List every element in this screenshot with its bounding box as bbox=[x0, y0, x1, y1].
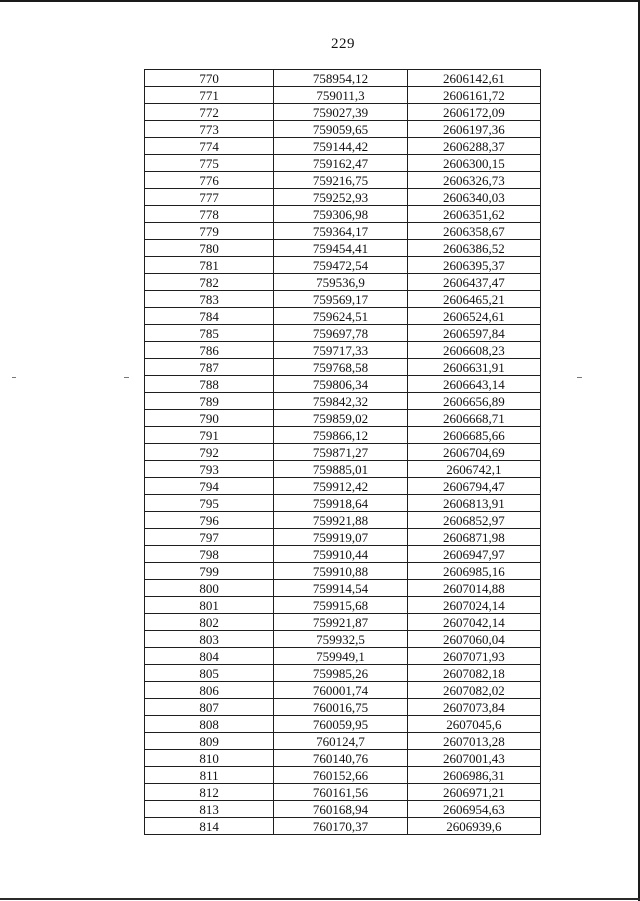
point-number-cell: 812 bbox=[145, 784, 274, 801]
x-coordinate-cell: 759364,17 bbox=[274, 223, 407, 240]
point-number-cell: 806 bbox=[145, 682, 274, 699]
coordinates-table bbox=[144, 69, 541, 835]
page-number: 229 bbox=[331, 36, 355, 52]
point-number-cell: 814 bbox=[145, 818, 274, 835]
point-number-cell: 810 bbox=[145, 750, 274, 767]
x-coordinate-cell: 759454,41 bbox=[274, 240, 407, 257]
table-row bbox=[145, 325, 541, 342]
x-coordinate-cell: 759624,51 bbox=[274, 308, 407, 325]
point-number-cell: 772 bbox=[145, 104, 274, 121]
y-coordinate-cell: 2607024,14 bbox=[407, 597, 540, 614]
point-number-cell: 796 bbox=[145, 512, 274, 529]
table-row bbox=[145, 461, 541, 478]
x-coordinate-cell: 759859,02 bbox=[274, 410, 407, 427]
y-coordinate-cell: 2606288,37 bbox=[407, 138, 540, 155]
point-number-cell: 776 bbox=[145, 172, 274, 189]
y-coordinate-cell: 2606358,67 bbox=[407, 223, 540, 240]
page-bottom-edge bbox=[0, 898, 640, 900]
table-row bbox=[145, 427, 541, 444]
y-coordinate-cell: 2606597,84 bbox=[407, 325, 540, 342]
point-number-cell: 794 bbox=[145, 478, 274, 495]
x-coordinate-cell: 759866,12 bbox=[274, 427, 407, 444]
table-row bbox=[145, 631, 541, 648]
x-coordinate-cell: 760059,95 bbox=[274, 716, 407, 733]
table-row bbox=[145, 121, 541, 138]
page-top-edge bbox=[0, 0, 640, 2]
point-number-cell: 811 bbox=[145, 767, 274, 784]
point-number-cell: 778 bbox=[145, 206, 274, 223]
scan-speck-left bbox=[12, 377, 16, 378]
y-coordinate-cell: 2607013,28 bbox=[407, 733, 540, 750]
x-coordinate-cell: 759717,33 bbox=[274, 342, 407, 359]
x-coordinate-cell: 759915,68 bbox=[274, 597, 407, 614]
y-coordinate-cell: 2606300,15 bbox=[407, 155, 540, 172]
y-coordinate-cell: 2606852,97 bbox=[407, 512, 540, 529]
point-number-cell: 803 bbox=[145, 631, 274, 648]
table-row bbox=[145, 784, 541, 801]
table-row bbox=[145, 563, 541, 580]
point-number-cell: 793 bbox=[145, 461, 274, 478]
point-number-cell: 795 bbox=[145, 495, 274, 512]
x-coordinate-cell: 759914,54 bbox=[274, 580, 407, 597]
point-number-cell: 800 bbox=[145, 580, 274, 597]
x-coordinate-cell: 759059,65 bbox=[274, 121, 407, 138]
x-coordinate-cell: 760124,7 bbox=[274, 733, 407, 750]
y-coordinate-cell: 2606386,52 bbox=[407, 240, 540, 257]
y-coordinate-cell: 2606643,14 bbox=[407, 376, 540, 393]
x-coordinate-cell: 759912,42 bbox=[274, 478, 407, 495]
x-coordinate-cell: 759011,3 bbox=[274, 87, 407, 104]
point-number-cell: 777 bbox=[145, 189, 274, 206]
x-coordinate-cell: 759536,9 bbox=[274, 274, 407, 291]
x-coordinate-cell: 759918,64 bbox=[274, 495, 407, 512]
y-coordinate-cell: 2606947,97 bbox=[407, 546, 540, 563]
x-coordinate-cell: 759306,98 bbox=[274, 206, 407, 223]
table-row bbox=[145, 665, 541, 682]
point-number-cell: 807 bbox=[145, 699, 274, 716]
table-row bbox=[145, 359, 541, 376]
x-coordinate-cell: 760168,94 bbox=[274, 801, 407, 818]
point-number-cell: 789 bbox=[145, 393, 274, 410]
y-coordinate-cell: 2606954,63 bbox=[407, 801, 540, 818]
y-coordinate-cell: 2606656,89 bbox=[407, 393, 540, 410]
point-number-cell: 780 bbox=[145, 240, 274, 257]
x-coordinate-cell: 759162,47 bbox=[274, 155, 407, 172]
point-number-cell: 802 bbox=[145, 614, 274, 631]
point-number-cell: 791 bbox=[145, 427, 274, 444]
x-coordinate-cell: 760152,66 bbox=[274, 767, 407, 784]
y-coordinate-cell: 2606142,61 bbox=[407, 70, 540, 87]
point-number-cell: 774 bbox=[145, 138, 274, 155]
x-coordinate-cell: 760140,76 bbox=[274, 750, 407, 767]
y-coordinate-cell: 2606631,91 bbox=[407, 359, 540, 376]
point-number-cell: 798 bbox=[145, 546, 274, 563]
x-coordinate-cell: 759921,88 bbox=[274, 512, 407, 529]
y-coordinate-cell: 2606794,47 bbox=[407, 478, 540, 495]
table-row bbox=[145, 801, 541, 818]
y-coordinate-cell: 2606326,73 bbox=[407, 172, 540, 189]
y-coordinate-cell: 2606668,71 bbox=[407, 410, 540, 427]
x-coordinate-cell: 759932,5 bbox=[274, 631, 407, 648]
table-row bbox=[145, 495, 541, 512]
x-coordinate-cell: 758954,12 bbox=[274, 70, 407, 87]
table-row bbox=[145, 767, 541, 784]
table-row bbox=[145, 597, 541, 614]
table-row bbox=[145, 104, 541, 121]
point-number-cell: 809 bbox=[145, 733, 274, 750]
point-number-cell: 804 bbox=[145, 648, 274, 665]
y-coordinate-cell: 2606704,69 bbox=[407, 444, 540, 461]
x-coordinate-cell: 760001,74 bbox=[274, 682, 407, 699]
point-number-cell: 792 bbox=[145, 444, 274, 461]
y-coordinate-cell: 2606813,91 bbox=[407, 495, 540, 512]
y-coordinate-cell: 2606871,98 bbox=[407, 529, 540, 546]
x-coordinate-cell: 760016,75 bbox=[274, 699, 407, 716]
table-row bbox=[145, 274, 541, 291]
y-coordinate-cell: 2607082,18 bbox=[407, 665, 540, 682]
point-number-cell: 781 bbox=[145, 257, 274, 274]
x-coordinate-cell: 759027,39 bbox=[274, 104, 407, 121]
y-coordinate-cell: 2606395,37 bbox=[407, 257, 540, 274]
point-number-cell: 797 bbox=[145, 529, 274, 546]
point-number-cell: 805 bbox=[145, 665, 274, 682]
table-row bbox=[145, 478, 541, 495]
point-number-cell: 770 bbox=[145, 70, 274, 87]
table-row bbox=[145, 206, 541, 223]
table-row bbox=[145, 257, 541, 274]
x-coordinate-cell: 760170,37 bbox=[274, 818, 407, 835]
point-number-cell: 788 bbox=[145, 376, 274, 393]
y-coordinate-cell: 2607001,43 bbox=[407, 750, 540, 767]
point-number-cell: 773 bbox=[145, 121, 274, 138]
table-row bbox=[145, 733, 541, 750]
y-coordinate-cell: 2606524,61 bbox=[407, 308, 540, 325]
x-coordinate-cell: 759216,75 bbox=[274, 172, 407, 189]
y-coordinate-cell: 2606939,6 bbox=[407, 818, 540, 835]
x-coordinate-cell: 759885,01 bbox=[274, 461, 407, 478]
table-row bbox=[145, 818, 541, 835]
table-row bbox=[145, 750, 541, 767]
x-coordinate-cell: 759768,58 bbox=[274, 359, 407, 376]
y-coordinate-cell: 2606685,66 bbox=[407, 427, 540, 444]
table-row bbox=[145, 546, 541, 563]
x-coordinate-cell: 759842,32 bbox=[274, 393, 407, 410]
table-row bbox=[145, 444, 541, 461]
coordinates-table-body bbox=[145, 70, 541, 835]
table-row bbox=[145, 189, 541, 206]
point-number-cell: 779 bbox=[145, 223, 274, 240]
table-row bbox=[145, 393, 541, 410]
table-row bbox=[145, 614, 541, 631]
table-row bbox=[145, 410, 541, 427]
x-coordinate-cell: 759472,54 bbox=[274, 257, 407, 274]
y-coordinate-cell: 2606465,21 bbox=[407, 291, 540, 308]
y-coordinate-cell: 2606351,62 bbox=[407, 206, 540, 223]
x-coordinate-cell: 759910,88 bbox=[274, 563, 407, 580]
x-coordinate-cell: 759985,26 bbox=[274, 665, 407, 682]
point-number-cell: 808 bbox=[145, 716, 274, 733]
y-coordinate-cell: 2607073,84 bbox=[407, 699, 540, 716]
scan-speck-right bbox=[577, 377, 582, 378]
y-coordinate-cell: 2607042,14 bbox=[407, 614, 540, 631]
point-number-cell: 786 bbox=[145, 342, 274, 359]
table-row bbox=[145, 155, 541, 172]
point-number-cell: 775 bbox=[145, 155, 274, 172]
table-row bbox=[145, 512, 541, 529]
table-row bbox=[145, 529, 541, 546]
x-coordinate-cell: 759871,27 bbox=[274, 444, 407, 461]
x-coordinate-cell: 759697,78 bbox=[274, 325, 407, 342]
table-row bbox=[145, 716, 541, 733]
table-row bbox=[145, 308, 541, 325]
y-coordinate-cell: 2606608,23 bbox=[407, 342, 540, 359]
x-coordinate-cell: 759921,87 bbox=[274, 614, 407, 631]
y-coordinate-cell: 2607014,88 bbox=[407, 580, 540, 597]
scan-speck-left-2 bbox=[124, 377, 129, 378]
y-coordinate-cell: 2606985,16 bbox=[407, 563, 540, 580]
y-coordinate-cell: 2607060,04 bbox=[407, 631, 540, 648]
table-row bbox=[145, 223, 541, 240]
table-row bbox=[145, 138, 541, 155]
y-coordinate-cell: 2607071,93 bbox=[407, 648, 540, 665]
point-number-cell: 801 bbox=[145, 597, 274, 614]
x-coordinate-cell: 759144,42 bbox=[274, 138, 407, 155]
y-coordinate-cell: 2606986,31 bbox=[407, 767, 540, 784]
y-coordinate-cell: 2606437,47 bbox=[407, 274, 540, 291]
table-row bbox=[145, 291, 541, 308]
table-row bbox=[145, 70, 541, 87]
y-coordinate-cell: 2606161,72 bbox=[407, 87, 540, 104]
point-number-cell: 790 bbox=[145, 410, 274, 427]
x-coordinate-cell: 759252,93 bbox=[274, 189, 407, 206]
y-coordinate-cell: 2606742,1 bbox=[407, 461, 540, 478]
table-row bbox=[145, 699, 541, 716]
point-number-cell: 783 bbox=[145, 291, 274, 308]
y-coordinate-cell: 2606340,03 bbox=[407, 189, 540, 206]
point-number-cell: 787 bbox=[145, 359, 274, 376]
x-coordinate-cell: 759919,07 bbox=[274, 529, 407, 546]
y-coordinate-cell: 2607045,6 bbox=[407, 716, 540, 733]
point-number-cell: 782 bbox=[145, 274, 274, 291]
point-number-cell: 784 bbox=[145, 308, 274, 325]
table-row bbox=[145, 682, 541, 699]
x-coordinate-cell: 759806,34 bbox=[274, 376, 407, 393]
table-row bbox=[145, 342, 541, 359]
point-number-cell: 771 bbox=[145, 87, 274, 104]
point-number-cell: 799 bbox=[145, 563, 274, 580]
y-coordinate-cell: 2606971,21 bbox=[407, 784, 540, 801]
y-coordinate-cell: 2607082,02 bbox=[407, 682, 540, 699]
table-row bbox=[145, 376, 541, 393]
y-coordinate-cell: 2606172,09 bbox=[407, 104, 540, 121]
x-coordinate-cell: 759569,17 bbox=[274, 291, 407, 308]
y-coordinate-cell: 2606197,36 bbox=[407, 121, 540, 138]
x-coordinate-cell: 759949,1 bbox=[274, 648, 407, 665]
x-coordinate-cell: 759910,44 bbox=[274, 546, 407, 563]
x-coordinate-cell: 760161,56 bbox=[274, 784, 407, 801]
table-row bbox=[145, 648, 541, 665]
table-row bbox=[145, 240, 541, 257]
point-number-cell: 785 bbox=[145, 325, 274, 342]
point-number-cell: 813 bbox=[145, 801, 274, 818]
table-row bbox=[145, 172, 541, 189]
table-row bbox=[145, 580, 541, 597]
table-row bbox=[145, 87, 541, 104]
